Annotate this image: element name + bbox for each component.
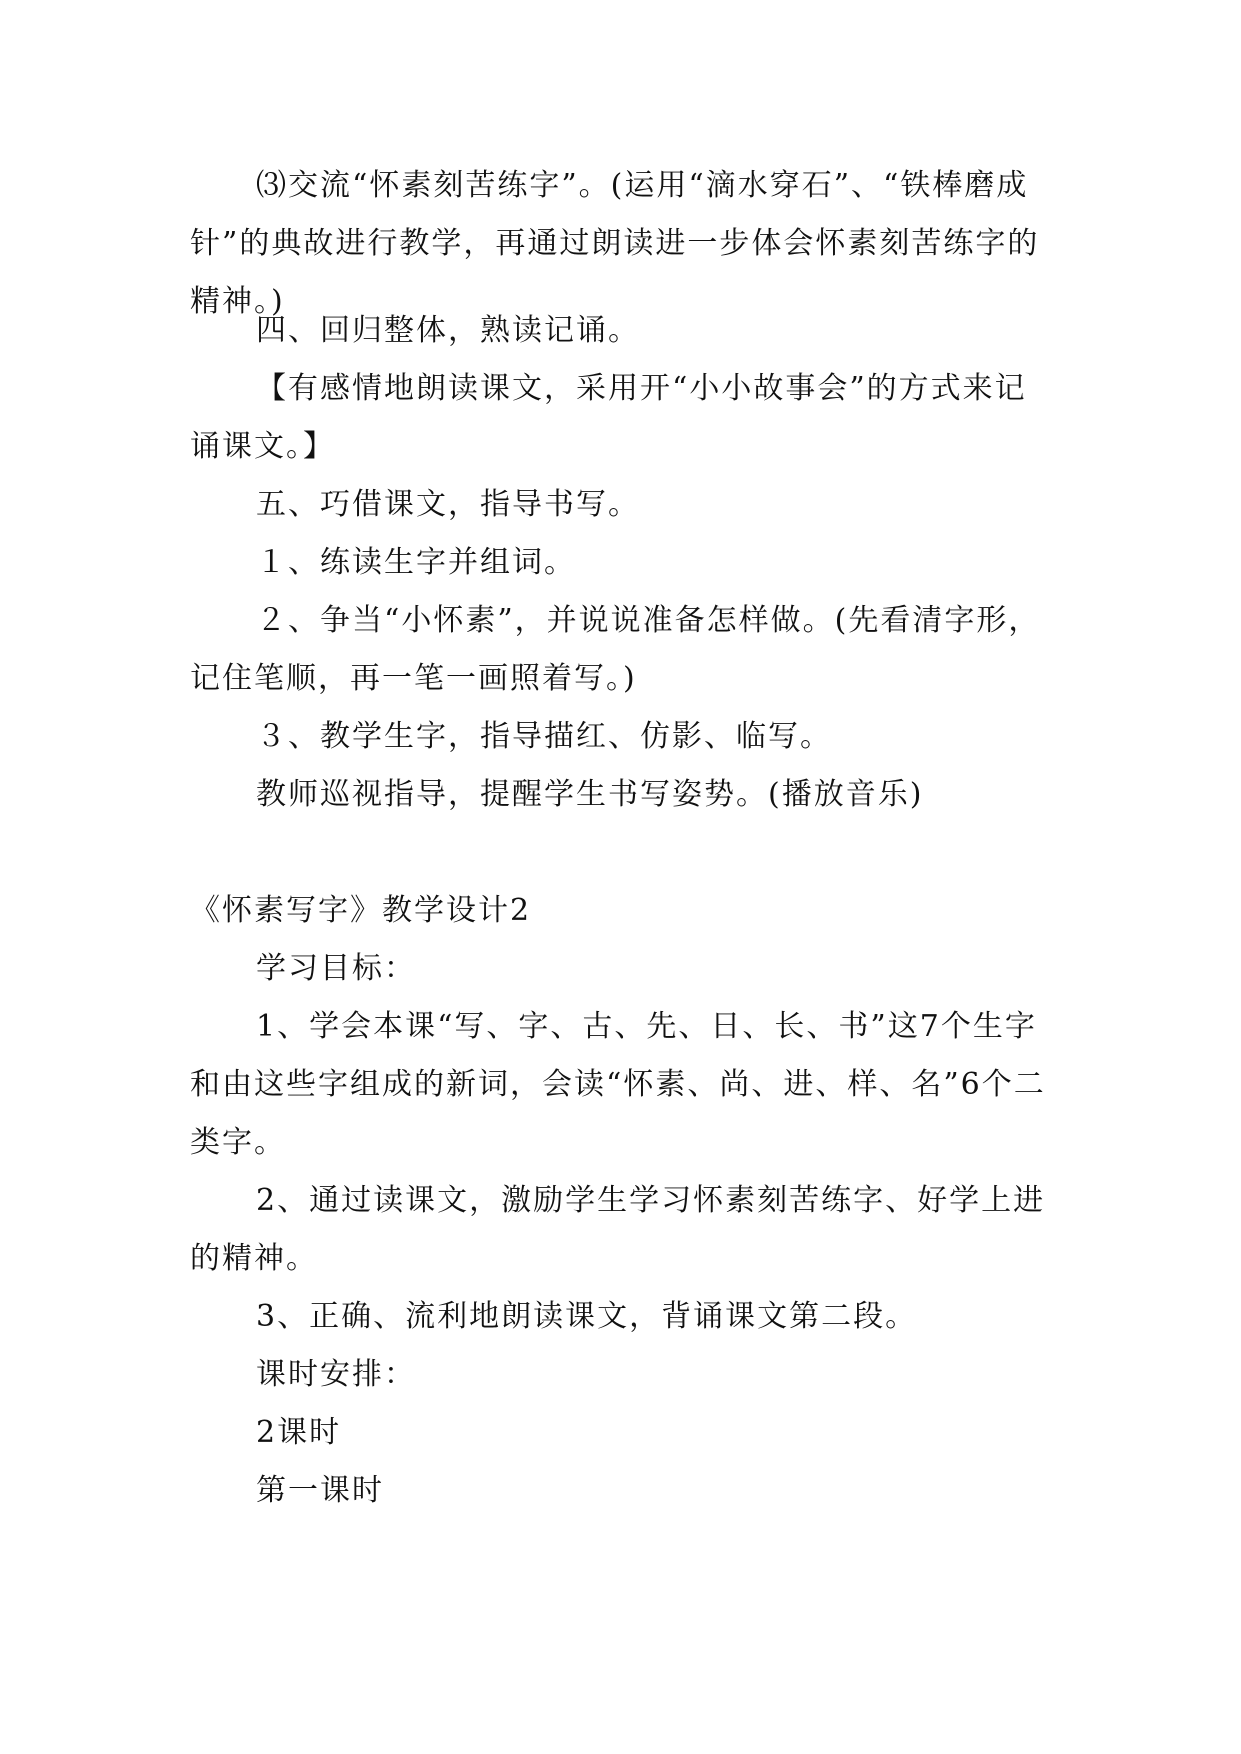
paragraph-step-five: 五、巧借课文，指导书写。 — [256, 487, 640, 522]
heading-learning-goals: 学习目标： — [256, 951, 416, 986]
schedule-hours: 2课时 — [256, 1415, 342, 1450]
paragraph-item-1: １、练读生字并组词。 — [256, 545, 576, 580]
paragraph-exchange-practice: ⑶交流“怀素刻苦练字”。(运用“滴水穿石”、“铁棒磨成针”的典故进行教学，再通过朗读进一步体会怀素刻苦练字的精神。) — [190, 168, 1040, 319]
goal-item-1: 1、学会本课“写、字、古、先、日、长、书”这7个生字和由这些字组成的新词，会读“怀素、尚、进、样、名”6个二类字。 — [190, 1009, 1046, 1160]
paragraph-item-3: ３、教学生字，指导描红、仿影、临写。 — [256, 719, 832, 754]
section-title: 《怀素写字》教学设计2 — [190, 893, 532, 928]
paragraph-teacher-guidance: 教师巡视指导，提醒学生书写姿势。(播放音乐) — [256, 777, 924, 812]
paragraph-item-2: ２、争当“小怀素”，并说说准备怎样做。(先看清字形，记住笔顺，再一笔一画照着写。) — [190, 603, 1041, 696]
paragraph-story-meeting: 【有感情地朗读课文，采用开“小小故事会”的方式来记诵课文。】 — [190, 371, 1027, 464]
goal-item-3: 3、正确、流利地朗读课文，背诵课文第二段。 — [256, 1299, 918, 1334]
paragraph-step-four: 四、回归整体，熟读记诵。 — [256, 313, 640, 348]
goal-item-2: 2、通过读课文，激励学生学习怀素刻苦练字、好学上进的精神。 — [190, 1183, 1046, 1276]
heading-first-lesson: 第一课时 — [256, 1473, 384, 1508]
heading-schedule: 课时安排： — [256, 1357, 416, 1392]
